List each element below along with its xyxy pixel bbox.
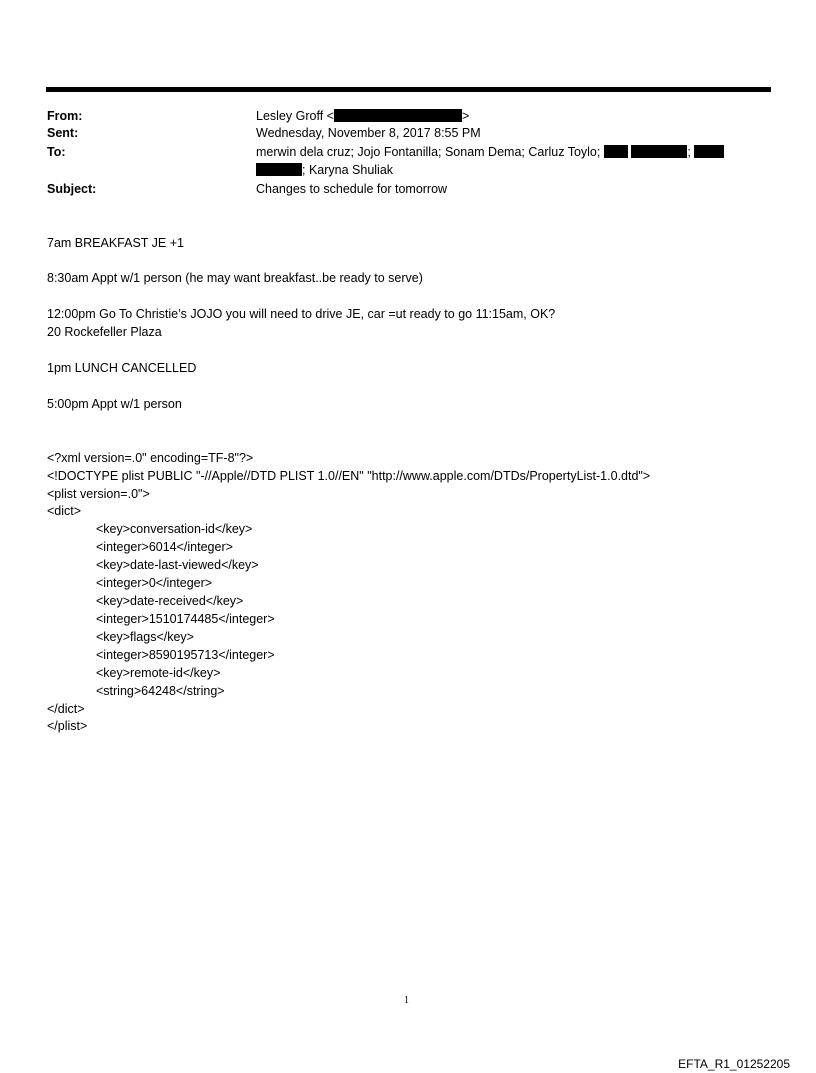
redaction-box: [256, 163, 302, 176]
to-recipients-cont: ; Karyna Shuliak: [302, 163, 394, 177]
to-recipients: merwin dela cruz; Jojo Fontanilla; Sonam Dema; Carluz Toylo;: [256, 145, 601, 159]
subject-label: Subject:: [47, 182, 97, 196]
to-label: To:: [47, 145, 66, 159]
to-line-1: [256, 144, 724, 161]
sent-label: Sent:: [47, 126, 79, 140]
xml-line: <string>64248</string>: [96, 684, 225, 698]
xml-line: <plist version=.0">: [47, 487, 150, 501]
body-line: 12:00pm Go To Christie’s JOJO you will need to drive JE, car =ut ready to go 11:15am, OK?: [47, 307, 556, 321]
xml-line: <key>date-last-viewed</key>: [96, 558, 259, 572]
redaction-box: [631, 145, 687, 158]
xml-line: <integer>0</integer>: [96, 576, 213, 590]
xml-line: <key>remote-id</key>: [96, 666, 221, 680]
xml-line: <key>date-received</key>: [96, 594, 244, 608]
to-line-2: [256, 162, 393, 179]
xml-line: <?xml version=.0" encoding=TF-8"?>: [47, 451, 254, 465]
header-rule: [46, 87, 771, 92]
xml-line: <key>flags</key>: [96, 630, 194, 644]
body-line: 8:30am Appt w/1 person (he may want breakfast..be ready to serve): [47, 271, 423, 285]
xml-line: <integer>6014</integer>: [96, 540, 233, 554]
from-value: [256, 108, 469, 125]
xml-line: <key>conversation-id</key>: [96, 522, 253, 536]
from-label: From:: [47, 109, 83, 123]
xml-line: </plist>: [47, 719, 88, 733]
xml-line: <!DOCTYPE plist PUBLIC "-//Apple//DTD PLIST 1.0//EN" "http://www.apple.com/DTDs/PropertyList-1.0.dtd">: [47, 469, 651, 483]
page-number: 1: [404, 995, 409, 1006]
document-id: EFTA_R1_01252205: [678, 1057, 790, 1071]
xml-line: </dict>: [47, 702, 85, 716]
redaction-box: [694, 145, 724, 158]
to-separator: ;: [687, 145, 691, 159]
from-name: Lesley Groff <: [256, 109, 334, 123]
body-line: 20 Rockefeller Plaza: [47, 325, 162, 339]
xml-line: <integer>8590195713</integer>: [96, 648, 275, 662]
redaction-box: [334, 109, 462, 122]
xml-line: <integer>1510174485</integer>: [96, 612, 275, 626]
sent-value: Wednesday, November 8, 2017 8:55 PM: [256, 126, 481, 140]
body-line: 5:00pm Appt w/1 person: [47, 397, 182, 411]
subject-value: Changes to schedule for tomorrow: [256, 182, 448, 196]
body-line: 1pm LUNCH CANCELLED: [47, 361, 197, 375]
body-line: 7am BREAKFAST JE +1: [47, 236, 184, 250]
redaction-box: [604, 145, 628, 158]
xml-line: <dict>: [47, 504, 82, 518]
from-close: >: [461, 109, 470, 123]
